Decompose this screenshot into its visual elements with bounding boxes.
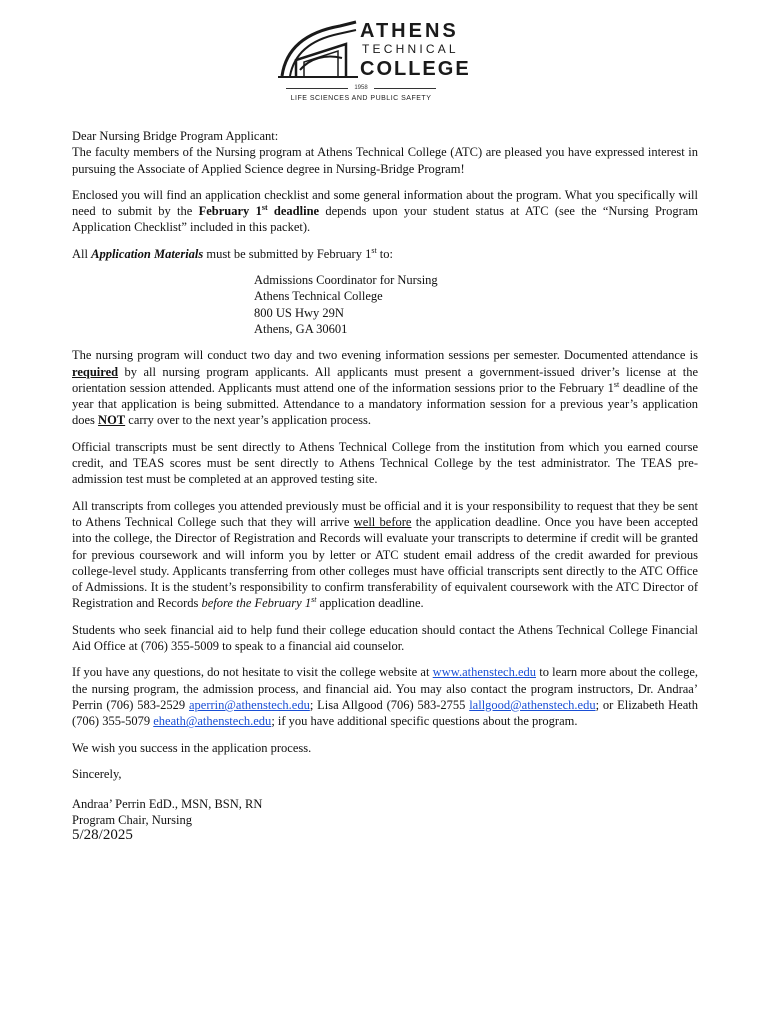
college-logo — [276, 18, 471, 106]
mailing-address — [254, 272, 698, 337]
paragraph-financial-aid: Students who seek financial aid to help fund their college education should contact the Athens Technical College Financial Aid Office at (706) 355-5009 to speak to a financial aid counselor. — [72, 622, 698, 654]
paragraph-materials: All Application Materials must be submitted by February 1st to: — [72, 245, 393, 261]
website-link[interactable]: www.athenstech.edu — [432, 665, 536, 680]
signature-name: Andraa’ Perrin EdD., MSN, BSN, RN — [72, 797, 263, 812]
address-line: Athens, GA 30601 — [254, 321, 348, 336]
email-link-perrin[interactable]: aperrin@athenstech.edu — [189, 697, 310, 712]
signature-title: Program Chair, Nursing — [72, 813, 192, 828]
letter-date: 5/28/2025 — [72, 826, 133, 843]
email-link-heath[interactable]: eheath@athenstech.edu — [153, 714, 272, 729]
paragraph-transcripts: Official transcripts must be sent directly to Athens Technical College from the institution from which you earned course credit, and TEAS scores must be sent directly to Athens Technical College by the test administrator. The TEAS pre-admission test must be completed at an approved testing site. — [72, 439, 698, 487]
college-emblem-icon — [276, 18, 362, 80]
logo-college: COLLEGE — [360, 58, 471, 80]
salutation: Dear Nursing Bridge Program Applicant: — [72, 129, 279, 143]
address-line: Admissions Coordinator for Nursing — [254, 273, 438, 288]
logo-divider-right — [374, 88, 436, 89]
logo-athens: ATHENS — [360, 20, 459, 42]
letter-body — [72, 128, 698, 843]
paragraph-enclosed: Enclosed you will find an application checklist and some general information about the program. What you specifically will need to submit by the February 1st deadline depends upon your student status at ATC (see the “Nursing Program Application Checklist” included in this packet). — [72, 187, 699, 235]
paragraph-info-sessions: The nursing program will conduct two day and two evening information sessions per semester. Documented attendance is required by all nursing program applicants. All applicants must present a government-issued driver’s license at the orientation session attended. Applicants must attend one of the information sessions prior to the February 1st deadline of the year that application is being submitted. Attendance to a mandatory information session for a previous year’s application does NOT carry over to the next year’s application process. — [72, 348, 698, 428]
logo-year: 1958 — [354, 85, 368, 91]
paragraph-intro: The faculty members of the Nursing program at Athens Technical College (ATC) are pleased you have expressed interest in pursuing the Associate of Applied Science degree in Nursing-Bridge Program! — [72, 145, 698, 176]
paragraph-wish: We wish you success in the application process. — [72, 740, 312, 755]
logo-tagline: LIFE SCIENCES AND PUBLIC SAFETY — [290, 95, 432, 102]
paragraph-questions: If you have any questions, do not hesitate to visit the college website at www.athenstech.edu to learn more about the college, the nursing program, the admission process, and financial aid. You may also contact the program instructors, Dr. Andraa’ Perrin (706) 583-2529 aperrin@athenstech.edu; Lisa Allgood (706) 583-2755 lallgood@athenstech.edu; or Elizabeth Heath (706) 355-5079 eheath@athenstech.edu; if you have additional specific questions about the program. — [72, 665, 698, 729]
paragraph-prior-colleges: All transcripts from colleges you attended previously must be official and it is your responsibility to request that they be sent to Athens Technical College such that they will arrive well before the application deadline. Once you have been accepted into the college, the Director of Registration and Records will evaluate your transcripts to determine if credit will be granted for previous coursework and will inform you by letter or ATC student email address of the credit awarded for previous college-level study. Applicants transferring from other colleges must have official transcripts sent directly to the ATC Office of Admissions. It is the student’s responsibility to confirm transferability of equivalent coursework with the ATC Director of Registration and Records before the February 1st application deadline. — [72, 498, 698, 611]
address-line: Athens Technical College — [254, 289, 383, 304]
email-link-allgood[interactable]: lallgood@athenstech.edu — [469, 697, 596, 712]
logo-technical: TECHNICAL — [362, 42, 459, 56]
closing: Sincerely, — [72, 766, 122, 781]
address-line: 800 US Hwy 29N — [254, 305, 344, 320]
